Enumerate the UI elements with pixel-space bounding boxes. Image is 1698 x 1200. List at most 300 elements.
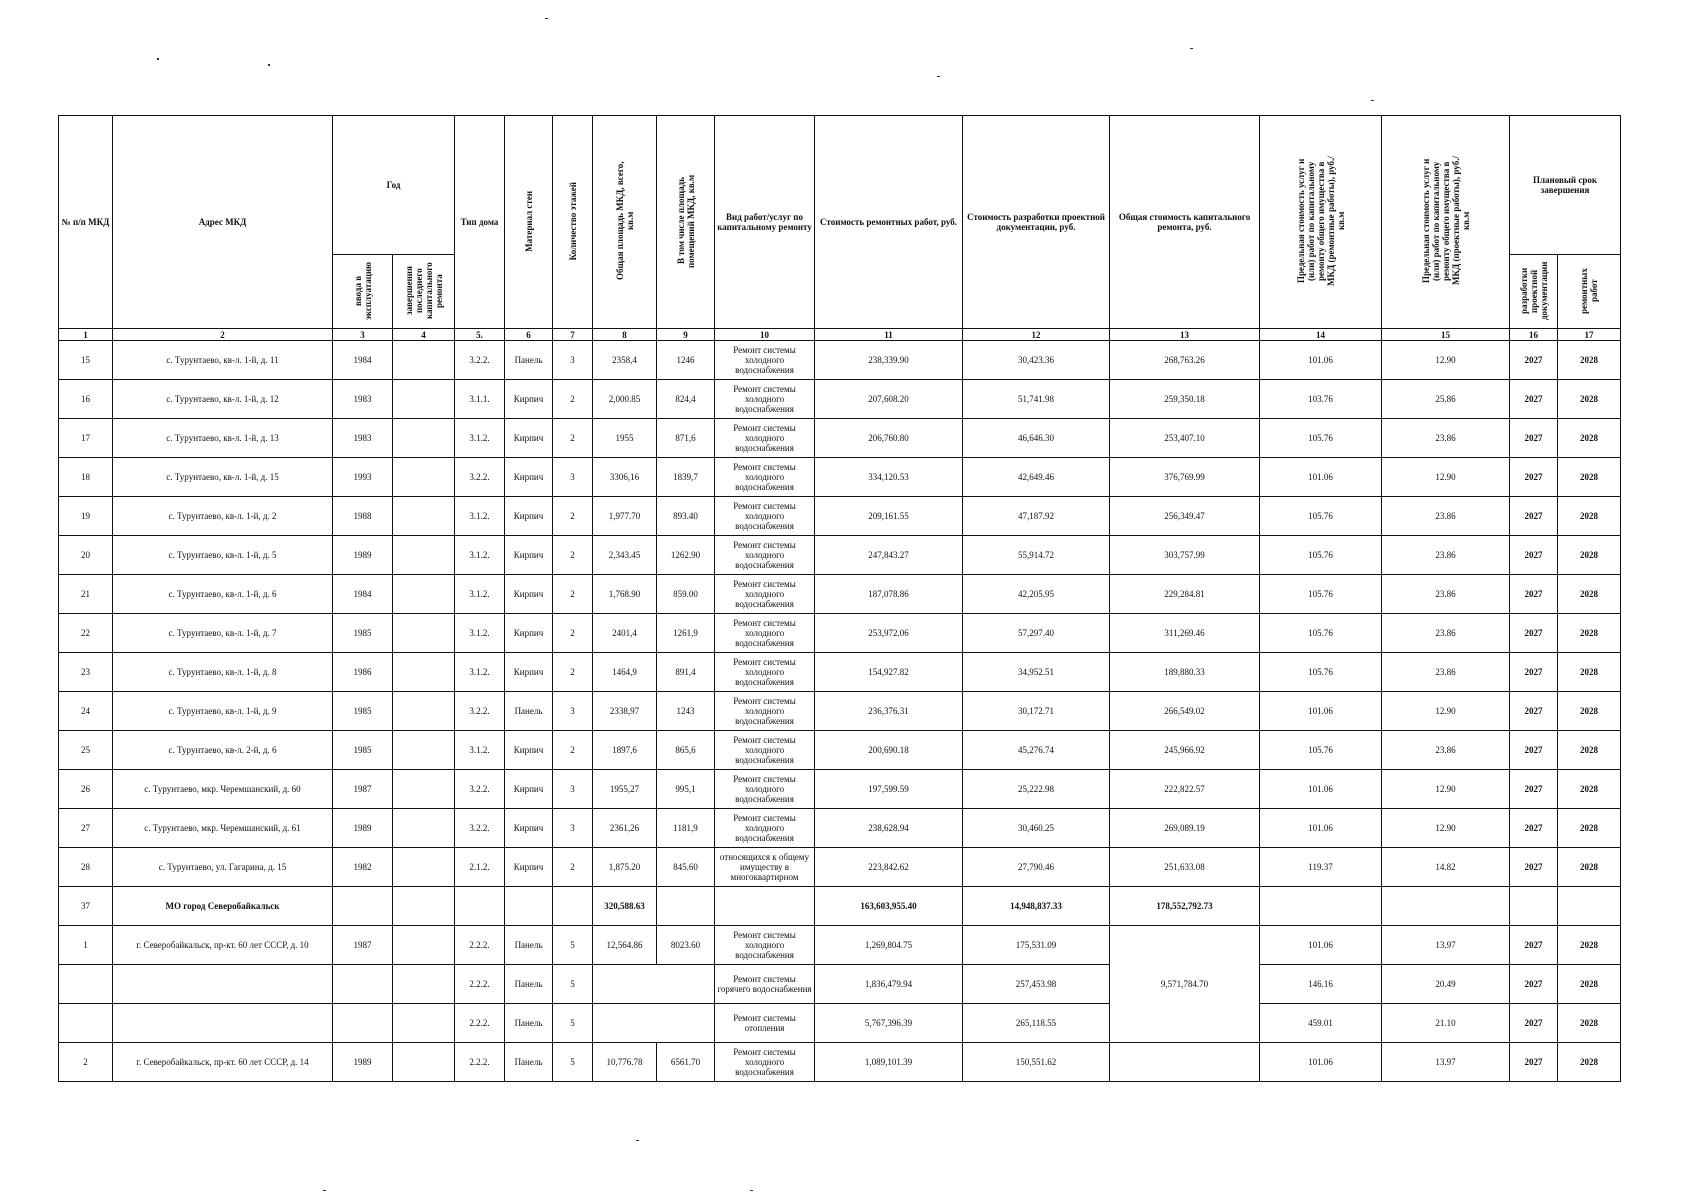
row-house-type: 3.1.2. [455,419,505,458]
row-area: 12,564.86 [593,926,657,965]
table-row [59,341,1621,380]
row-premises-area: 6561.70 [657,1043,715,1082]
row-limit-design: 12.90 [1382,341,1510,380]
column-number: 5. [455,329,505,341]
row-limit-repair: 101.06 [1260,1043,1382,1082]
row-deadline-design: 2027 [1510,731,1558,770]
row-repair-cost: 238,339.90 [815,341,963,380]
row-floors: 2 [553,380,593,419]
row-year: 1987 [333,926,393,965]
row-floors: 2 [553,575,593,614]
row-address [113,1004,333,1043]
row-limit-repair: 101.06 [1260,692,1382,731]
row-house-type: 3.1.2. [455,497,505,536]
row-design-cost: 42,205.95 [963,575,1110,614]
row-limit-design: 20.49 [1382,965,1510,1004]
header-limit-design: Предельная стоимость услуг и (или) работ по капитальному ремонту общего имущества в МКД (проектные работы), руб./кв.м [1382,116,1510,329]
row-year: 1984 [333,341,393,380]
row-limit-design: 23.86 [1382,653,1510,692]
row-year: 1989 [333,1043,393,1082]
row-year: 1983 [333,380,393,419]
row-floors: 5 [553,1004,593,1043]
empty-cell [553,887,593,926]
row-wall: Кирпич [505,770,553,809]
row-number: 16 [59,380,113,419]
row-year: 1984 [333,575,393,614]
row-year: 1985 [333,614,393,653]
row-deadline-repair: 2028 [1558,809,1621,848]
row-work-type: Ремонт системы холодного водоснабжения [715,380,815,419]
row-year: 1985 [333,692,393,731]
row-year: 1989 [333,809,393,848]
row-number: 21 [59,575,113,614]
table-row [59,575,1621,614]
row-deadline-design: 2027 [1510,536,1558,575]
row-repair-cost: 1,089,101.39 [815,1043,963,1082]
row-total-cost [1110,1043,1260,1082]
row-area: 3306,16 [593,458,657,497]
row-premises-area: 871,6 [657,419,715,458]
row-year: 1982 [333,848,393,887]
header-deadline-group: Плановый срок завершения [1510,116,1621,255]
row-number: 18 [59,458,113,497]
table-row [59,458,1621,497]
row-total-cost: 303,757.99 [1110,536,1260,575]
row-house-type: 3.2.2. [455,341,505,380]
row-year [333,965,393,1004]
row-premises-area: 845.60 [657,848,715,887]
row-repair-cost: 209,161.55 [815,497,963,536]
row-number: 2 [59,1043,113,1082]
row-total-cost: 253,407.10 [1110,419,1260,458]
column-number: 8 [593,329,657,341]
row-premises-area: 859.00 [657,575,715,614]
row-deadline-repair: 2028 [1558,965,1621,1004]
row-area: 1955,27 [593,770,657,809]
header-deadline-design: разработки проектной документации [1510,255,1558,329]
row-area: 1,977.70 [593,497,657,536]
row-total-cost: 251,633.08 [1110,848,1260,887]
row-design-cost: 27,790.46 [963,848,1110,887]
row-limit-repair: 101.06 [1260,809,1382,848]
scan-speck [636,1140,639,1141]
header-address: Адрес МКД [113,116,333,329]
row-work-type: Ремонт системы холодного водоснабжения [715,614,815,653]
row-limit-design: 13.97 [1382,926,1510,965]
row-last-repair [393,536,455,575]
row-limit-design: 23.86 [1382,575,1510,614]
row-total-cost: 245,966.92 [1110,731,1260,770]
row-house-type: 2.2.2. [455,1043,505,1082]
row-repair-cost: 197,599.59 [815,770,963,809]
row-work-type: Ремонт системы холодного водоснабжения [715,341,815,380]
row-last-repair [393,926,455,965]
row-number [59,1004,113,1043]
row-deadline-repair: 2028 [1558,341,1621,380]
row-premises-area: 893.40 [657,497,715,536]
row-work-type: Ремонт системы горячего водоснабжения [715,965,815,1004]
row-floors: 5 [553,965,593,1004]
row-work-type: Ремонт системы холодного водоснабжения [715,653,815,692]
row-floors: 3 [553,692,593,731]
row-floors: 2 [553,653,593,692]
empty-cell [1260,887,1382,926]
row-floors: 5 [553,1043,593,1082]
row-total-cost: 376,769.99 [1110,458,1260,497]
table-row [59,497,1621,536]
row-design-cost: 42,649.46 [963,458,1110,497]
row-deadline-repair: 2028 [1558,497,1621,536]
column-number: 11 [815,329,963,341]
row-number: 15 [59,341,113,380]
row-work-type: Ремонт системы холодного водоснабжения [715,692,815,731]
row-repair-cost: 207,608.20 [815,380,963,419]
header-floors: Количество этажей [553,116,593,329]
row-wall: Кирпич [505,848,553,887]
header-deadline-repair: ремонтных работ [1558,255,1621,329]
row-area: 1955 [593,419,657,458]
header-wall-material: Материал стен [505,116,553,329]
row-number: 23 [59,653,113,692]
row-deadline-design: 2027 [1510,575,1558,614]
row-floors: 2 [553,536,593,575]
row-last-repair [393,809,455,848]
row-house-type: 3.1.2. [455,614,505,653]
table-row [59,536,1621,575]
row-house-type: 2.1.2. [455,848,505,887]
scan-speck [1190,48,1193,49]
row-last-repair [393,575,455,614]
row-repair-cost: 334,120.53 [815,458,963,497]
row-deadline-design: 2027 [1510,614,1558,653]
row-design-cost: 57,297.40 [963,614,1110,653]
row-house-type: 2.2.2. [455,926,505,965]
row-premises-area: 1839,7 [657,458,715,497]
empty-cell [505,887,553,926]
row-premises-area: 1246 [657,341,715,380]
row-wall: Кирпич [505,809,553,848]
row-deadline-repair: 2028 [1558,614,1621,653]
row-wall: Панель [505,692,553,731]
row-deadline-design: 2027 [1510,965,1558,1004]
table-row [59,770,1621,809]
empty-cell [715,887,815,926]
row-design-cost: 34,952.51 [963,653,1110,692]
table-row [59,380,1621,419]
row-design-cost: 30,460.25 [963,809,1110,848]
scan-speck [750,1190,753,1191]
row-deadline-repair: 2028 [1558,419,1621,458]
row-repair-cost: 154,927.82 [815,653,963,692]
header-premises-area: В том числе площадь помещений МКД, кв.м [657,116,715,329]
capital-repair-table [58,115,1621,1082]
row-house-type: 3.2.2. [455,809,505,848]
column-number: 3 [333,329,393,341]
row-repair-cost: 200,690.18 [815,731,963,770]
row-limit-design: 23.86 [1382,497,1510,536]
row-limit-design: 23.86 [1382,614,1510,653]
summary-count: 37 [59,887,113,926]
row-total-cost: 268,763.26 [1110,341,1260,380]
summary-row [59,887,1621,926]
row-last-repair [393,848,455,887]
row-deadline-design: 2027 [1510,770,1558,809]
row-area: 10,776.78 [593,1043,657,1082]
row-wall: Панель [505,926,553,965]
row-house-type: 2.2.2. [455,1004,505,1043]
row-design-cost: 257,453.98 [963,965,1110,1004]
row-last-repair [393,965,455,1004]
row-total-cost: 266,549.02 [1110,692,1260,731]
header-design-cost: Стоимость разработки проектной документации, руб. [963,116,1110,329]
header-row-1 [59,116,1621,255]
row-house-type: 2.2.2. [455,965,505,1004]
row-deadline-repair: 2028 [1558,575,1621,614]
row-premises-area: 8023.60 [657,926,715,965]
row-floors: 3 [553,341,593,380]
row-wall: Кирпич [505,380,553,419]
row-address: г. Северобайкальск, пр-кт. 60 лет СССР, д. 10 [113,926,333,965]
column-number: 1 [59,329,113,341]
row-repair-cost: 206,760.80 [815,419,963,458]
table-row [59,1004,1621,1043]
summary-repair-cost: 163,603,955.40 [815,887,963,926]
row-area: 1,875.20 [593,848,657,887]
row-address: с. Турунтаево, кв-л. 1-й, д. 2 [113,497,333,536]
row-floors: 2 [553,419,593,458]
summary-design-cost: 14,948,837.33 [963,887,1110,926]
row-deadline-repair: 2028 [1558,731,1621,770]
row-deadline-design: 2027 [1510,497,1558,536]
row-repair-cost: 253,972.06 [815,614,963,653]
row-repair-cost: 238,628.94 [815,809,963,848]
row-house-type: 3.1.2. [455,536,505,575]
row-wall: Кирпич [505,497,553,536]
row-area: 2401,4 [593,614,657,653]
summary-area: 320,588.63 [593,887,657,926]
row-premises-area: 1181,9 [657,809,715,848]
group-total-cost: 9,571,784.70 [1110,926,1260,1043]
table-row [59,653,1621,692]
row-address: с. Турунтаево, мкр. Черемшанский, д. 60 [113,770,333,809]
row-work-type: Ремонт системы холодного водоснабжения [715,809,815,848]
scan-speck [1371,100,1374,101]
row-design-cost: 175,531.09 [963,926,1110,965]
row-deadline-design: 2027 [1510,653,1558,692]
row-area: 2,343.45 [593,536,657,575]
row-deadline-repair: 2028 [1558,380,1621,419]
row-limit-repair: 105.76 [1260,731,1382,770]
summary-total-cost: 178,552,792.73 [1110,887,1260,926]
row-wall: Кирпич [505,575,553,614]
row-floors: 3 [553,458,593,497]
row-address [113,965,333,1004]
row-deadline-design: 2027 [1510,1043,1558,1082]
table-row [59,965,1621,1004]
row-design-cost: 150,551.62 [963,1043,1110,1082]
column-number: 6 [505,329,553,341]
row-work-type: Ремонт системы холодного водоснабжения [715,575,815,614]
table-row [59,731,1621,770]
column-number: 9 [657,329,715,341]
row-floors: 2 [553,731,593,770]
row-premises-area: 891,4 [657,653,715,692]
row-last-repair [393,380,455,419]
row-floors: 2 [553,848,593,887]
row-area: 2338,97 [593,692,657,731]
row-last-repair [393,341,455,380]
row-repair-cost: 1,836,479.94 [815,965,963,1004]
row-address: с. Турунтаево, кв-л. 1-й, д. 12 [113,380,333,419]
column-number: 2 [113,329,333,341]
row-limit-design: 13.97 [1382,1043,1510,1082]
row-house-type: 3.1.2. [455,731,505,770]
row-deadline-design: 2027 [1510,848,1558,887]
column-number: 4 [393,329,455,341]
row-number: 22 [59,614,113,653]
row-deadline-repair: 2028 [1558,1043,1621,1082]
table-row [59,692,1621,731]
row-limit-repair: 119.37 [1260,848,1382,887]
row-last-repair [393,731,455,770]
row-wall: Кирпич [505,731,553,770]
row-deadline-design: 2027 [1510,1004,1558,1043]
row-house-type: 3.1.2. [455,575,505,614]
table-row [59,614,1621,653]
row-address: с. Турунтаево, кв-л. 1-й, д. 11 [113,341,333,380]
row-total-cost: 189,880.33 [1110,653,1260,692]
header-num: № п/п МКД [59,116,113,329]
row-wall: Панель [505,341,553,380]
row-design-cost: 30,172.71 [963,692,1110,731]
row-address: с. Турунтаево, кв-л. 1-й, д. 8 [113,653,333,692]
column-number-row [59,329,1621,341]
row-number: 25 [59,731,113,770]
row-deadline-repair: 2028 [1558,770,1621,809]
row-design-cost: 55,914.72 [963,536,1110,575]
row-wall: Панель [505,965,553,1004]
row-year: 1986 [333,653,393,692]
row-number: 27 [59,809,113,848]
column-number: 14 [1260,329,1382,341]
row-address: с. Турунтаево, кв-л. 1-й, д. 9 [113,692,333,731]
row-limit-design: 12.90 [1382,770,1510,809]
row-last-repair [393,692,455,731]
row-last-repair [393,1043,455,1082]
row-wall: Кирпич [505,536,553,575]
row-premises-area: 995,1 [657,770,715,809]
row-limit-design: 21.10 [1382,1004,1510,1043]
table-row [59,1043,1621,1082]
row-last-repair [393,770,455,809]
row-address: с. Турунтаево, кв-л. 1-й, д. 6 [113,575,333,614]
row-last-repair [393,497,455,536]
row-wall: Панель [505,1043,553,1082]
row-repair-cost: 247,843.27 [815,536,963,575]
row-total-cost: 256,349.47 [1110,497,1260,536]
row-number: 1 [59,926,113,965]
row-total-cost: 311,269.46 [1110,614,1260,653]
row-deadline-design: 2027 [1510,458,1558,497]
row-limit-repair: 105.76 [1260,497,1382,536]
row-wall: Кирпич [505,458,553,497]
row-repair-cost: 1,269,804.75 [815,926,963,965]
scan-speck [937,76,940,77]
row-number: 24 [59,692,113,731]
row-work-type: Ремонт системы холодного водоснабжения [715,458,815,497]
row-repair-cost: 187,078.86 [815,575,963,614]
empty-cell [1558,887,1621,926]
scan-speck [545,18,548,19]
column-number: 13 [1110,329,1260,341]
row-area: 1897,6 [593,731,657,770]
column-number: 16 [1510,329,1558,341]
scan-speck [157,58,159,60]
column-number: 10 [715,329,815,341]
row-number [59,965,113,1004]
row-year: 1989 [333,536,393,575]
row-design-cost: 25,222.98 [963,770,1110,809]
row-deadline-design: 2027 [1510,341,1558,380]
row-premises-area: 865,6 [657,731,715,770]
empty-cell [455,887,505,926]
row-house-type: 3.2.2. [455,458,505,497]
row-address: с. Турунтаево, кв-л. 1-й, д. 15 [113,458,333,497]
row-year: 1983 [333,419,393,458]
row-limit-repair: 101.06 [1260,341,1382,380]
row-floors: 2 [553,614,593,653]
row-deadline-design: 2027 [1510,809,1558,848]
row-limit-design: 12.90 [1382,809,1510,848]
row-work-type: Ремонт системы холодного водоснабжения [715,419,815,458]
row-limit-design: 23.86 [1382,536,1510,575]
row-limit-repair: 105.76 [1260,614,1382,653]
empty-cell [393,887,455,926]
row-year: 1985 [333,731,393,770]
scan-speck [268,64,270,66]
row-work-type: относящихся к общему имуществу в многоквартирном [715,848,815,887]
row-address: г. Северобайкальск, пр-кт. 60 лет СССР, д. 14 [113,1043,333,1082]
row-floors: 5 [553,926,593,965]
header-total-cost: Общая стоимость капитального ремонта, руб. [1110,116,1260,329]
row-limit-design: 25.86 [1382,380,1510,419]
row-deadline-repair: 2028 [1558,926,1621,965]
row-number: 17 [59,419,113,458]
row-work-type: Ремонт системы холодного водоснабжения [715,1043,815,1082]
row-area: 2358,4 [593,341,657,380]
row-deadline-design: 2027 [1510,380,1558,419]
row-repair-cost: 5,767,396.39 [815,1004,963,1043]
row-design-cost: 30,423.36 [963,341,1110,380]
row-repair-cost: 223,842.62 [815,848,963,887]
row-limit-repair: 146.16 [1260,965,1382,1004]
row-floors: 3 [553,770,593,809]
row-address: с. Турунтаево, кв-л. 1-й, д. 13 [113,419,333,458]
empty-cell [1382,887,1510,926]
row-premises-area: 1261,9 [657,614,715,653]
row-floors: 2 [553,497,593,536]
row-last-repair [393,419,455,458]
row-deadline-repair: 2028 [1558,848,1621,887]
row-total-cost: 229,284.81 [1110,575,1260,614]
row-area: 1,768.90 [593,575,657,614]
row-limit-repair: 105.76 [1260,653,1382,692]
row-wall: Кирпич [505,614,553,653]
row-total-cost: 259,350.18 [1110,380,1260,419]
row-work-type: Ремонт системы холодного водоснабжения [715,926,815,965]
row-house-type: 3.2.2. [455,692,505,731]
row-limit-repair: 101.06 [1260,770,1382,809]
